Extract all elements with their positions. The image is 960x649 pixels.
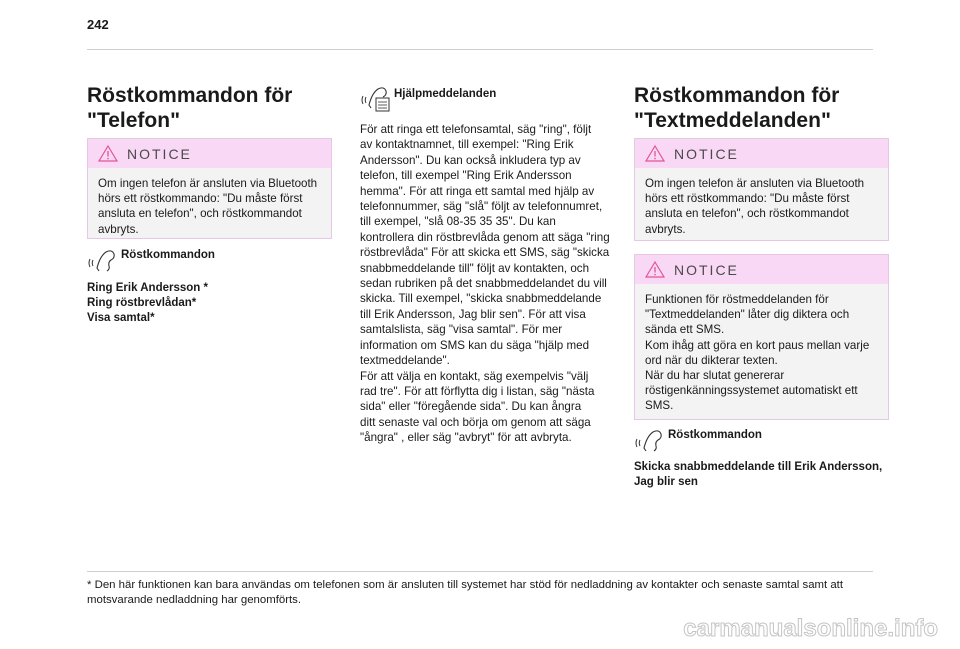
notice-header xyxy=(635,139,888,168)
voice-command: Jag blir sen xyxy=(634,476,698,489)
voice-command-list xyxy=(634,460,882,490)
help-line: textmeddelande". xyxy=(360,354,450,368)
footnote-line: motsvarande nedladdning har genomförts. xyxy=(87,594,302,607)
notice-line: avbryts. xyxy=(645,222,686,236)
notice-header xyxy=(88,139,331,168)
notice-header xyxy=(635,255,888,284)
voice-commands-title: Röstkommandon xyxy=(668,429,762,441)
notice-title: NOTICE xyxy=(674,261,739,278)
section-heading-textmeddelanden xyxy=(634,83,839,133)
page-number: 242 xyxy=(87,17,109,32)
notice-title: NOTICE xyxy=(127,145,192,162)
voice-commands-block xyxy=(634,427,762,453)
help-text xyxy=(360,122,610,446)
help-line: telefonnummer, säg "slå" följt av telefonnumret, xyxy=(360,200,603,214)
heading-line: "Textmeddelanden" xyxy=(634,109,831,132)
voice-command: Visa samtal* xyxy=(87,312,155,325)
top-divider xyxy=(87,49,873,50)
notice-body xyxy=(88,168,331,246)
notice-box xyxy=(87,138,332,239)
footnote xyxy=(87,578,843,609)
notice-line: hörs ett röstkommando: "Du måste först xyxy=(98,192,303,206)
notice-body xyxy=(635,284,888,423)
voice-command-icon xyxy=(87,247,119,273)
help-line: information om SMS kan du säga "hjälp med xyxy=(360,338,590,352)
notice-line: SMS. xyxy=(645,399,674,413)
notice-line: Kom ihåg att göra en kort paus mellan varje xyxy=(645,338,870,352)
voice-commands-title: Röstkommandon xyxy=(121,249,215,261)
help-message-icon xyxy=(360,86,394,114)
voice-commands-block xyxy=(87,247,215,273)
help-line: sida" eller "föregående sida". Du kan ångra xyxy=(360,400,582,414)
help-line: Andersson". Du kan också inkludera typ av xyxy=(360,153,581,167)
help-line: till Erik Andersson, Jag blir sen". För att visa xyxy=(360,307,586,321)
heading-line: "Telefon" xyxy=(87,109,181,132)
notice-line: sända ett SMS. xyxy=(645,323,725,337)
notice-line: Funktionen för röstmeddelanden för xyxy=(645,293,829,306)
notice-box xyxy=(634,138,889,241)
heading-line: Röstkommandon för xyxy=(634,84,840,107)
help-line: "ångra" , eller säg "avbryt" för att avbryta. xyxy=(360,431,572,445)
notice-line: avbryts. xyxy=(98,222,139,236)
notice-line: ansluta en telefon", och röstkommandot xyxy=(645,207,849,221)
help-line: snabbmeddelande till" följt av kontakten, och xyxy=(360,261,590,275)
help-line: kontrollera din röstbrevlåda genom att säga "ring xyxy=(360,230,610,244)
notice-body xyxy=(635,168,888,246)
notice-title: NOTICE xyxy=(674,145,739,162)
notice-line: Om ingen telefon är ansluten via Bluetooth xyxy=(98,177,318,190)
help-line: hemma". För att ringa ett samtal med hjälp av xyxy=(360,184,595,198)
help-line: ditt senaste val och börja om genom att säga xyxy=(360,415,591,429)
voice-command-list xyxy=(87,281,208,327)
voice-command: Ring Erik Andersson * xyxy=(87,282,208,294)
heading-line: Röstkommandon för xyxy=(87,84,293,107)
notice-line: ord när du dikterar texten. xyxy=(645,353,778,367)
help-line: av kontaktnamnet, till exempel: "Ring Erik xyxy=(360,138,574,152)
voice-command: Ring röstbrevlådan* xyxy=(87,297,197,310)
notice-line: röstigenkänningssystemet automatiskt ett xyxy=(645,384,858,398)
help-line: telefon, till exempel "Ring Erik Andersson xyxy=(360,169,572,183)
watermark xyxy=(640,612,940,644)
notice-line: hörs ett röstkommando: "Du måste först xyxy=(645,192,850,206)
help-line: till exempel, "slå 08-35 35 35". Du kan xyxy=(360,215,556,229)
watermark-text: carmanualsonline.info xyxy=(683,615,938,642)
help-line: rad tre". För att förflytta dig i listan, säg "nästa xyxy=(360,384,595,398)
warning-icon xyxy=(98,145,118,162)
voice-command: Skicka snabbmeddelande till Erik Andersson, xyxy=(634,461,883,473)
voice-command-icon xyxy=(634,427,666,453)
notice-line: Om ingen telefon är ansluten via Bluetooth xyxy=(645,177,865,190)
help-messages-block xyxy=(360,86,496,114)
notice-line: "Textmeddelanden" låter dig diktera och xyxy=(645,308,850,322)
help-messages-title: Hjälpmeddelanden xyxy=(394,88,497,100)
help-line: skicka. Till exempel, "skicka snabbmeddelande xyxy=(360,292,602,306)
notice-box xyxy=(634,254,889,420)
notice-line: När du har slutat genererar xyxy=(645,369,785,383)
warning-icon xyxy=(645,261,665,278)
help-line: För att ringa ett telefonsamtal, säg "ring", följt xyxy=(360,123,592,136)
help-line: För att välja en kontakt, säg exempelvis "välj xyxy=(360,369,589,383)
section-heading-telefon xyxy=(87,83,292,133)
help-line: samtalslista, säg "visa samtal". För mer xyxy=(360,323,563,337)
notice-line: ansluta en telefon", och röstkommandot xyxy=(98,207,302,221)
help-line: röstbrevlåda" För att skicka ett SMS, säg "skicka xyxy=(360,246,610,260)
help-line: sedan rubriken på det snabbmeddelandet du vill xyxy=(360,277,607,291)
footnote-line: * Den här funktionen kan bara användas om telefonen som är ansluten till systemet har stöd för nedladdning av kontakter och senaste samtal samt att xyxy=(87,579,844,591)
warning-icon xyxy=(645,145,665,162)
bottom-divider xyxy=(87,571,873,572)
